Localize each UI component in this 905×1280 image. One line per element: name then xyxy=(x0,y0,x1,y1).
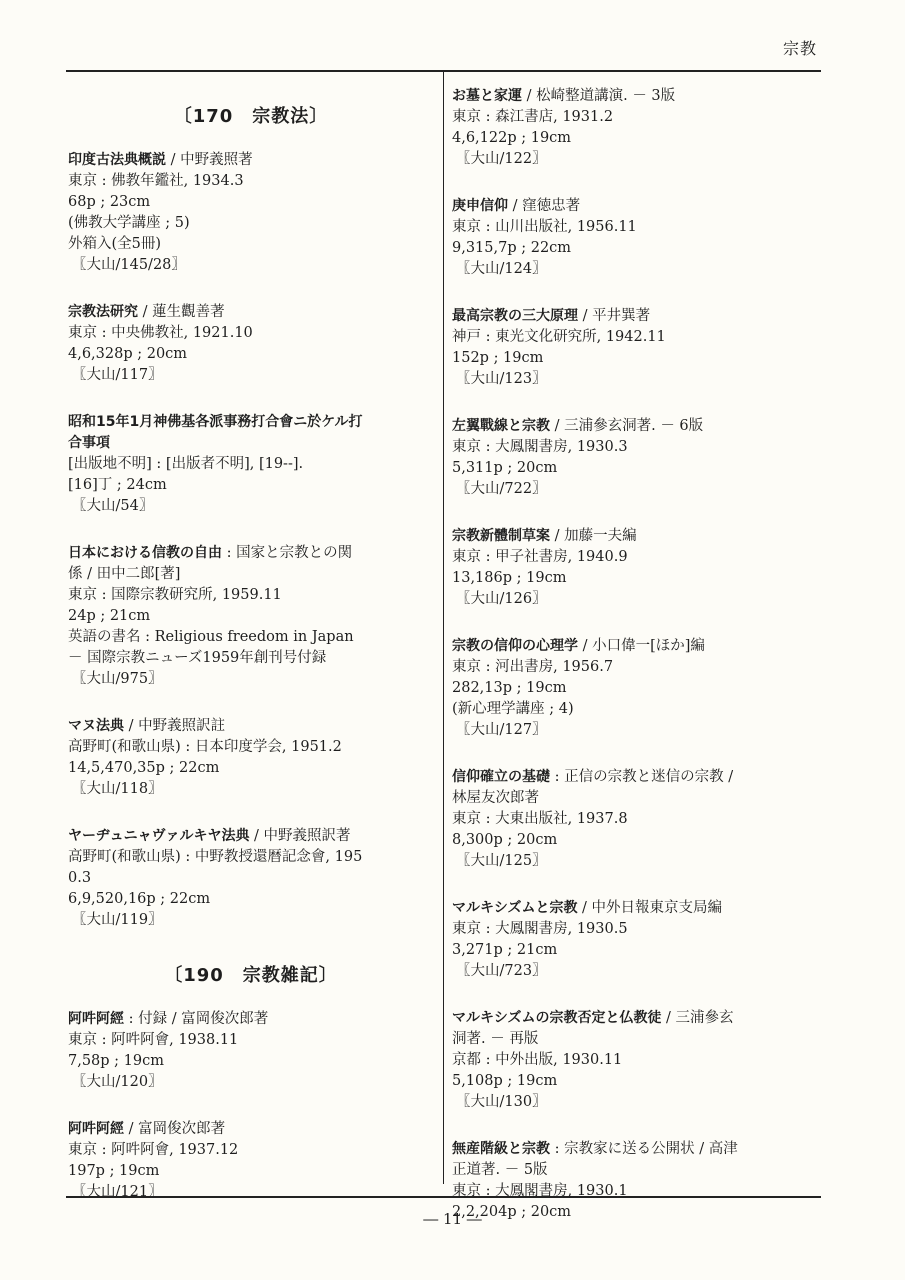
entry-detail: 東京 : 森江書店, 1931.2 xyxy=(452,109,614,125)
entry-detail: 神戸 : 東光文化研究所, 1942.11 xyxy=(452,329,666,345)
entry-title: 宗教法研究 xyxy=(68,304,138,320)
entry-responsibility: / 中野義照著 xyxy=(166,152,253,168)
entry-responsibility: / 中野義照訳註 xyxy=(124,718,226,734)
call-number: 〖大山/54〗 xyxy=(72,498,154,514)
entry-title-line xyxy=(452,526,822,547)
call-number: 〖大山/723〗 xyxy=(456,963,547,979)
entry-detail: 東京 : 中央佛教社, 1921.10 xyxy=(68,325,253,341)
call-number: 〖大山/130〗 xyxy=(456,1094,547,1110)
entry-title: 昭和15年1月神佛基各派事務打合會ニ於ケル打 xyxy=(68,414,363,430)
catalog-entry xyxy=(68,150,434,276)
catalog-entry xyxy=(452,526,822,610)
call-number: 〖大山/122〗 xyxy=(456,151,547,167)
entry-detail: 5,311p ; 20cm xyxy=(452,460,558,476)
entry-title-line xyxy=(68,150,434,171)
entry-detail: 東京 : 大鳳閣書房, 1930.1 xyxy=(452,1183,628,1199)
entry-detail: 7,58p ; 19cm xyxy=(68,1053,164,1069)
catalog-entry xyxy=(68,1119,434,1203)
entry-detail: [出版地不明] : [出版者不明], [19--]. xyxy=(68,456,304,472)
entry-detail: 282,13p ; 19cm xyxy=(452,680,567,696)
entry-responsibility: / 三浦參玄洞著. － 6版 xyxy=(550,418,704,434)
entry-title: マルキシズムと宗教 xyxy=(452,900,578,916)
catalog-entry xyxy=(68,302,434,386)
entry-detail: 4,6,328p ; 20cm xyxy=(68,346,188,362)
catalog-entry xyxy=(452,196,822,280)
column-divider xyxy=(443,72,444,1184)
entry-title: お墓と家運 xyxy=(452,88,522,104)
call-number: 〖大山/123〗 xyxy=(456,371,547,387)
entry-title-line xyxy=(452,196,822,217)
entry-detail: 東京 : 大鳳閣書房, 1930.3 xyxy=(452,439,628,455)
entry-detail: 洞著. － 再版 xyxy=(452,1031,539,1047)
left-column xyxy=(68,86,434,1229)
entry-responsibility: / 小口偉一[ほか]編 xyxy=(578,638,705,654)
entry-title: 阿吽阿經 xyxy=(68,1011,124,1027)
entry-title: 阿吽阿經 xyxy=(68,1121,124,1137)
entry-title: マヌ法典 xyxy=(68,718,124,734)
entry-responsibility: / 中外日報東京支局編 xyxy=(577,900,723,916)
entry-responsibility: / 三浦參玄 xyxy=(661,1010,734,1026)
entry-detail: 東京 : 大東出版社, 1937.8 xyxy=(452,811,628,827)
call-number: 〖大山/722〗 xyxy=(456,481,547,497)
entry-title-line xyxy=(452,1008,822,1029)
entry-title-line xyxy=(68,716,434,737)
bottom-rule xyxy=(66,1196,821,1198)
call-number: 〖大山/124〗 xyxy=(456,261,547,277)
catalog-entry xyxy=(68,1009,434,1093)
entry-responsibility: / 窪徳忠著 xyxy=(508,198,581,214)
entry-detail: [16]丁 ; 24cm xyxy=(68,477,167,493)
entry-detail: 東京 : 甲子社書房, 1940.9 xyxy=(452,549,628,565)
entry-detail: (佛教大学講座 ; 5) xyxy=(68,215,190,231)
entry-detail: 東京 : 山川出版社, 1956.11 xyxy=(452,219,637,235)
entry-title-line xyxy=(452,306,822,327)
call-number: 〖大山/126〗 xyxy=(456,591,547,607)
entry-detail: 13,186p ; 19cm xyxy=(452,570,567,586)
entry-responsibility: / 松崎整道講演. － 3版 xyxy=(522,88,676,104)
entry-title-line xyxy=(452,636,822,657)
catalog-entry xyxy=(452,306,822,390)
entry-title-line xyxy=(452,1139,822,1160)
entry-detail: 正道著. － 5版 xyxy=(452,1162,548,1178)
entry-responsibility: / 中野義照訳著 xyxy=(249,828,351,844)
entry-detail: 197p ; 19cm xyxy=(68,1163,160,1179)
call-number: 〖大山/121〗 xyxy=(72,1184,163,1200)
call-number: 〖大山/117〗 xyxy=(72,367,163,383)
call-number: 〖大山/127〗 xyxy=(456,722,547,738)
entry-title: マルキシズムの宗教否定と仏教徒 xyxy=(452,1010,662,1026)
entry-detail: 東京 : 河出書房, 1956.7 xyxy=(452,659,614,675)
catalog-entry xyxy=(68,543,434,690)
entry-title-line xyxy=(68,543,434,564)
entries-right xyxy=(452,86,822,1223)
entry-title: 信仰確立の基礎 xyxy=(452,769,550,785)
catalog-entry xyxy=(68,716,434,800)
entry-detail: 京都 : 中外出版, 1930.11 xyxy=(452,1052,623,1068)
call-number: 〖大山/118〗 xyxy=(72,781,163,797)
entry-detail: 5,108p ; 19cm xyxy=(452,1073,558,1089)
entry-responsibility: / 加藤一夫編 xyxy=(550,528,637,544)
entry-detail: 外箱入(全5冊) xyxy=(68,236,162,252)
entry-title: 最高宗教の三大原理 xyxy=(452,308,578,324)
entry-title: 無産階級と宗教 xyxy=(452,1141,550,1157)
entry-responsibility: : 宗教家に送る公開状 / 高津 xyxy=(550,1141,738,1157)
entry-detail: 4,6,122p ; 19cm xyxy=(452,130,572,146)
entry-detail: 係 / 田中二郎[著] xyxy=(68,566,181,582)
entries-170 xyxy=(68,150,434,931)
section-heading-170: 〔170 宗教法〕 xyxy=(173,106,329,127)
entry-title: 庚申信仰 xyxy=(452,198,508,214)
entry-detail: 68p ; 23cm xyxy=(68,194,151,210)
entry-title-line xyxy=(68,826,434,847)
entry-responsibility: : 付録 / 富岡俊次郎著 xyxy=(124,1011,269,1027)
entry-title-line xyxy=(452,86,822,107)
entry-title-line xyxy=(68,1009,434,1030)
entry-responsibility: / 蓮生觀善著 xyxy=(138,304,225,320)
catalog-entry xyxy=(452,767,822,872)
entry-title: ヤーヂュニャヴァルキヤ法典 xyxy=(68,828,250,844)
entry-detail: 24p ; 21cm xyxy=(68,608,151,624)
entry-detail: 8,300p ; 20cm xyxy=(452,832,558,848)
entry-title-line xyxy=(452,416,822,437)
entry-responsibility: / 平井巽著 xyxy=(578,308,651,324)
call-number: 〖大山/145/28〗 xyxy=(72,257,186,273)
entry-detail: 林屋友次郎著 xyxy=(452,790,539,806)
entry-responsibility: : 国家と宗教との関 xyxy=(222,545,353,561)
entry-title: 印度古法典概説 xyxy=(68,152,166,168)
call-number: 〖大山/975〗 xyxy=(72,671,163,687)
entry-detail: (新心理学講座 ; 4) xyxy=(452,701,574,717)
entry-title: 宗教の信仰の心理学 xyxy=(452,638,578,654)
catalog-entry xyxy=(452,636,822,741)
entry-title-line xyxy=(68,1119,434,1140)
catalog-entry xyxy=(452,1008,822,1113)
entry-detail: 0.3 xyxy=(68,870,92,886)
entry-detail: 東京 : 阿吽阿會, 1937.12 xyxy=(68,1142,239,1158)
entry-detail: 3,271p ; 21cm xyxy=(452,942,558,958)
entry-detail: 9,315,7p ; 22cm xyxy=(452,240,572,256)
catalog-entry xyxy=(452,86,822,170)
entries-190 xyxy=(68,1009,434,1203)
entry-title: 日本における信教の自由 xyxy=(68,545,222,561)
catalog-entry xyxy=(452,898,822,982)
entry-title: 左翼戰線と宗教 xyxy=(452,418,550,434)
entry-responsibility: : 正信の宗教と迷信の宗教 / xyxy=(550,769,734,785)
catalog-entry xyxy=(68,412,434,517)
entry-title-line xyxy=(452,898,822,919)
entry-detail: 東京 : 国際宗教研究所, 1959.11 xyxy=(68,587,282,603)
entry-title-line xyxy=(452,767,822,788)
entry-responsibility: / 富岡俊次郎著 xyxy=(124,1121,226,1137)
entry-detail: 14,5,470,35p ; 22cm xyxy=(68,760,220,776)
entry-detail: 高野町(和歌山県) : 日本印度学会, 1951.2 xyxy=(68,739,342,755)
right-column xyxy=(452,86,822,1249)
entry-detail: 英語の書名 : Religious freedom in Japan xyxy=(68,629,354,645)
call-number: 〖大山/120〗 xyxy=(72,1074,163,1090)
catalog-entry xyxy=(452,416,822,500)
section-label: 宗教 xyxy=(782,39,817,58)
entry-title-cont: 合事項 xyxy=(68,435,110,451)
entry-title-line xyxy=(68,412,434,433)
page-number: ― 11 ― xyxy=(423,1210,482,1228)
entry-detail: 東京 : 佛教年鑑社, 1934.3 xyxy=(68,173,244,189)
entry-detail: 東京 : 大鳳閣書房, 1930.5 xyxy=(452,921,628,937)
entry-title-line xyxy=(68,302,434,323)
entry-detail: 高野町(和歌山県) : 中野教授還暦記念會, 195 xyxy=(68,849,363,865)
catalog-entry xyxy=(68,826,434,931)
entry-detail: － 国際宗教ニューズ1959年創刊号付録 xyxy=(68,650,327,666)
section-heading-190: 〔190 宗教雑記〕 xyxy=(164,965,338,986)
call-number: 〖大山/119〗 xyxy=(72,912,163,928)
entry-title: 宗教新體制草案 xyxy=(452,528,550,544)
entry-detail: 6,9,520,16p ; 22cm xyxy=(68,891,211,907)
call-number: 〖大山/125〗 xyxy=(456,853,547,869)
entry-detail: 152p ; 19cm xyxy=(452,350,544,366)
entry-detail: 2,2,204p ; 20cm xyxy=(452,1204,572,1220)
entry-detail: 東京 : 阿吽阿會, 1938.11 xyxy=(68,1032,239,1048)
